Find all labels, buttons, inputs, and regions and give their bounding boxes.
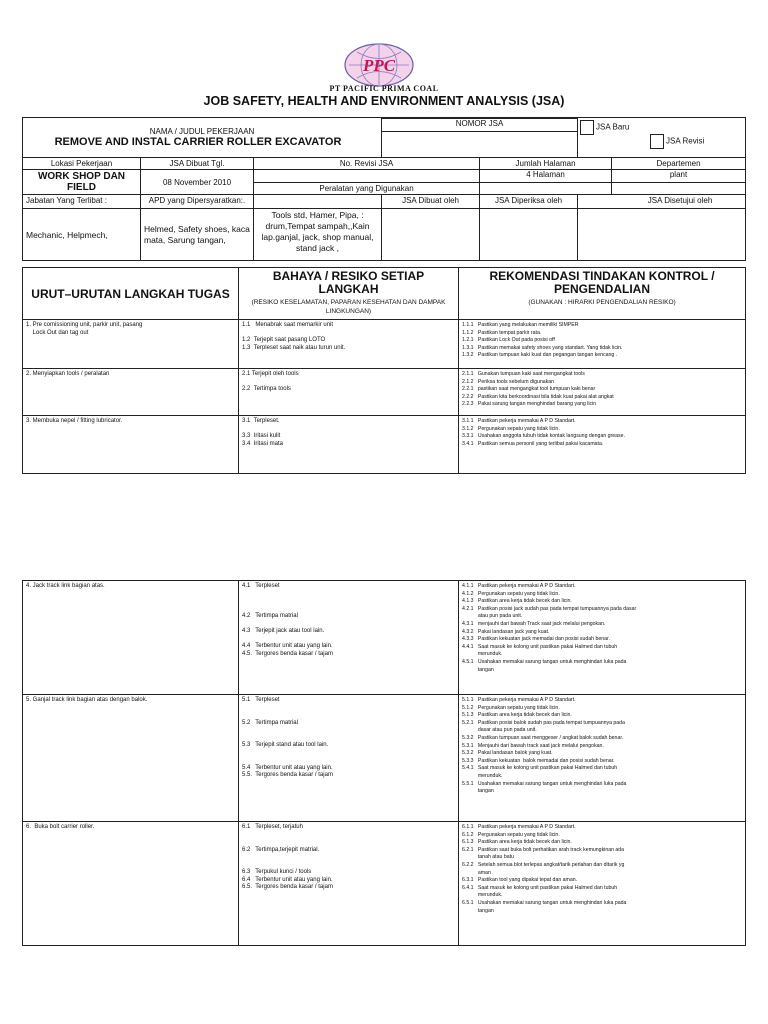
lokasi-value: WORK SHOP DAN FIELD (23, 170, 141, 195)
revisi-peralatan-cell (254, 170, 480, 195)
hazard-column-subtitle: (RESIKO KESELAMATAN, PAPARAN KESEHATAN DAN DAMPAK LINGKUNGAN) (251, 299, 446, 315)
departemen-cell (612, 170, 746, 195)
jsa-baru-label: JSA Baru (596, 122, 630, 132)
departemen-label: Departemen (612, 158, 746, 170)
hazard-cell: 1.1 Menabrak saat memarkir unit 1.2 Terjepit saat pasang LOTO 1.3 Terpleset saat naik atau turun unit. (239, 320, 459, 369)
jsa-baru-checkbox[interactable] (580, 120, 594, 135)
hazard-cell: 3.1 Terpleset. 3.3 Iritasi kulit 3.4 Iritasi mata (239, 416, 459, 474)
halaman-value: 4 Halaman (480, 170, 611, 183)
control-column-title: REKOMENDASI TINDAKAN KONTROL / PENGENDALIAN (489, 269, 715, 296)
step-cell: 4. Jack track link bagian atas. (23, 581, 239, 695)
table-row (23, 320, 746, 369)
nomor-jsa-cell (382, 118, 578, 158)
disetujui-label: JSA Disetujui oleh (578, 195, 746, 209)
job-title-label: NAMA / JUDUL PEKERJAAN (149, 127, 255, 136)
step-cell: 3. Membuka nepel / fitting lubricator. (23, 416, 239, 474)
step-cell: 6. Buka bolt carrier roller. (23, 822, 239, 946)
peralatan-value: Tools std, Hamer, Pipa, : drum,Tempat sampah,,Kain lap.ganjal, jack, shop manual, stand jack , (254, 209, 382, 261)
job-title-value: REMOVE AND INSTAL CARRIER ROLLER EXCAVATOR (54, 136, 342, 148)
table-row (23, 416, 746, 474)
company-logo (343, 42, 415, 88)
apd-value: Helmed, Safety shoes, kaca mata, Sarung tangan, (141, 209, 254, 261)
table-row (23, 695, 746, 822)
disetujui-signature (578, 209, 746, 261)
lokasi-label: Lokasi Pekerjaan (23, 158, 141, 170)
document-title: JOB SAFETY, HEALTH AND ENVIRONMENT ANALYSIS (JSA) (203, 94, 565, 108)
halaman-label: Jumlah Halaman (480, 158, 612, 170)
job-title-cell (23, 118, 382, 158)
departemen-value: plant (612, 170, 745, 183)
control-cell: 3.1.1 Pastikan pekerja memakai A P D Standart. 3.1.2 Pergunakan sepatu yang tidak licin. 3.3.1 Usahakan anggota tubuh tidak kontak langsung dengan grease. 3.4.1 Pastikan semua personil yang terlibat pakai kacamata. (459, 416, 746, 474)
jsa-type-cell (578, 118, 746, 158)
dibuat-oleh-signature (382, 209, 480, 261)
nomor-jsa-label: NOMOR JSA (382, 118, 578, 132)
table-row (23, 369, 746, 416)
revisi-label: No. Revisi JSA (254, 158, 480, 170)
apd-label: APD yang Dipersyaratkan:. (141, 195, 254, 209)
dibuat-oleh-label: JSA Dibuat oleh (382, 195, 480, 209)
steps-column-title: URUT–URUTAN LANGKAH TUGAS (23, 268, 239, 320)
diperiksa-label: JSA Diperiksa oleh (480, 195, 578, 209)
jsa-steps-table-2 (22, 580, 746, 946)
jabatan-value: Mechanic, Helpmech, (23, 209, 141, 261)
step-cell: 1. Pre comissioning unit, parkir unit, pasang Lock Out dan tag out (23, 320, 239, 369)
control-cell: 1.1.1 Pastikan yang melakukan memiliki SIMPER 1.1.2 Pastikan tempat parkir rata. 1.2.1 Pastikan Lock Out pada posisi off 1.3.1 Pastikan memakai safety shoes yang standart. Yang tidak licin. 1.3.2 Pastikan tumpuan kaki kuat dan pegangan tangan kencang . (459, 320, 746, 369)
halaman-cell (480, 170, 612, 195)
table-row (23, 822, 746, 946)
table-row (23, 581, 746, 695)
jabatan-label: Jabatan Yang Terlibat : (23, 195, 141, 209)
hazard-cell: 2.1 Terjepit oleh tools 2.2 Tertimpa tools (239, 369, 459, 416)
control-column-subtitle: (GUNAKAN : HIRARKI PENGENDALIAN RESIKO) (528, 299, 676, 306)
control-column-header (459, 268, 746, 320)
hazard-cell: 4.1 Terpleset 4.2 Tertimpa matrial 4.3 Terjepit jack atau tool lain. 4.4 Terbentur unit atau yang lain. 4.5. Tergores benda kasar / tajam (239, 581, 459, 695)
control-cell: 4.1.1 Pastikan pekerja memakai A P D Standart. 4.1.2 Pergunakan sepatu yang tidak licin. 4.1.3 Pastikan area kerja tidak becek dan licin. 4.2.1 Pastikan posisi jack sudah pas pada tempat tumpuannya pada dasar atau pun pada unit. 4.3.1 menjauhi dari bawah Track saat jack melalui pengokan. 4.3.2 Pakai landasan jack yang kuat. 4.3.3 Pastikan kekuatan jack memadai dan posisi sudah benar. 4.4.1 Saat masuk ke kolong unit pastikan pakai Halmed dan tubuh merunduk. 4.5.1 Usahakan memakai sarung tangan untuk menghindari luka pada tangan (459, 581, 746, 695)
svg-text:PPC: PPC (362, 56, 396, 75)
step-cell: 2. Menyiapkan tools / peralatan (23, 369, 239, 416)
peralatan-label: Peralatan yang Digunakan (319, 184, 414, 193)
step-cell: 5. Ganjal track link bagian atas dengan balok. (23, 695, 239, 822)
diperiksa-signature (480, 209, 578, 261)
hazard-column-title: BAHAYA / RESIKO SETIAP LANGKAH (272, 269, 425, 296)
control-cell: 5.1.1 Pastikan pekerja memakai A P D Standart. 5.1.2 Pergunakan sepatu yang tidak licin. 5.1.3 Pastikan area kerja tidak becek dan licin. 5.2.1 Pastikan posisi balok sudah pas pada tempat tumpuannya pada dasar atau pun pada unit. 5.3.2 Pastikan tumpuan saat menggeser / angkat balok sudah benar. 5.3.1 Menjauhi dari bawah track saat jack melalui pengokan. 5.3.2 Pakai landasan balok yang kuat. 5.3.3 Pastikan kekuatan balok memadai dan posisi sudah benar. 5.4.1 Saat masuk ke kolong unit pastikan pakai Halmed dan tubuh merunduk. 5.5.1 Usahakan memakai sarung tangan untuk menghindari luka pada tangan (459, 695, 746, 822)
dibuat-tgl-label: JSA Dibuat Tgl. (141, 158, 254, 170)
hazard-column-header (239, 268, 459, 320)
hazard-cell: 5.1 Terpleset 5.2 Tertimpa matrial 5.3 Terjepit stand atau tool lain. 5.4 Terbentur unit atau yang lain. 5.5. Tergores benda kasar / tajam (239, 695, 459, 822)
jsa-revisi-checkbox[interactable] (650, 134, 664, 149)
dibuat-tgl-value: 08 November 2010 (141, 170, 254, 195)
control-cell: 2.1.1 Gunakan tumpuan kaki saat mengangkat tools 2.1.2 Periksa tools sebelum digunakan 2.2.1 pastikan saat mengangkat tool tumpuan kaki benar 2.2.2 Pastikan kita berkoordinasi bila tidak kuat pakai alat angkat 2.2.3 Pakai sarung tangan menghindari barang yang licin (459, 369, 746, 416)
hazard-cell: 6.1 Terpleset, terjatuh 6.2 Tertimpa,terjepit matrial. 6.3 Terpukul kunci / tools 6.4 Terbentur unit atau yang lain. 6.5. Tergores benda kasar / tajam (239, 822, 459, 946)
company-name: PT PACIFIC PRIMA COAL (329, 84, 439, 93)
control-cell: 6.1.1 Pastikan pekerja memakai A P D Standart. 6.1.2 Pergunakan sepatu yang tidak licin. 6.1.3 Pastikan area kerja tidak becek dan licin. 6.2.1 Pastikan saat buka bolt perhatikan arah track kemungkinan ada tanah atau batu 6.2.2 Setelah semua blot terlepas angkat/tarik perlahan dan ditarik yg aman 6.3.1 Pastikan tool yang dipakai tepat dan aman. 6.4.1 Saat masuk ke kolong unit pastikan pakai Halmed dan tubuh merunduk. 6.5.1 Usahakan memakai sarung tangan untuk menghindari luka pada tangan (459, 822, 746, 946)
jsa-steps-table-1 (22, 267, 746, 474)
jsa-revisi-label: JSA Revisi (666, 136, 705, 146)
jsa-info-table (22, 117, 746, 261)
